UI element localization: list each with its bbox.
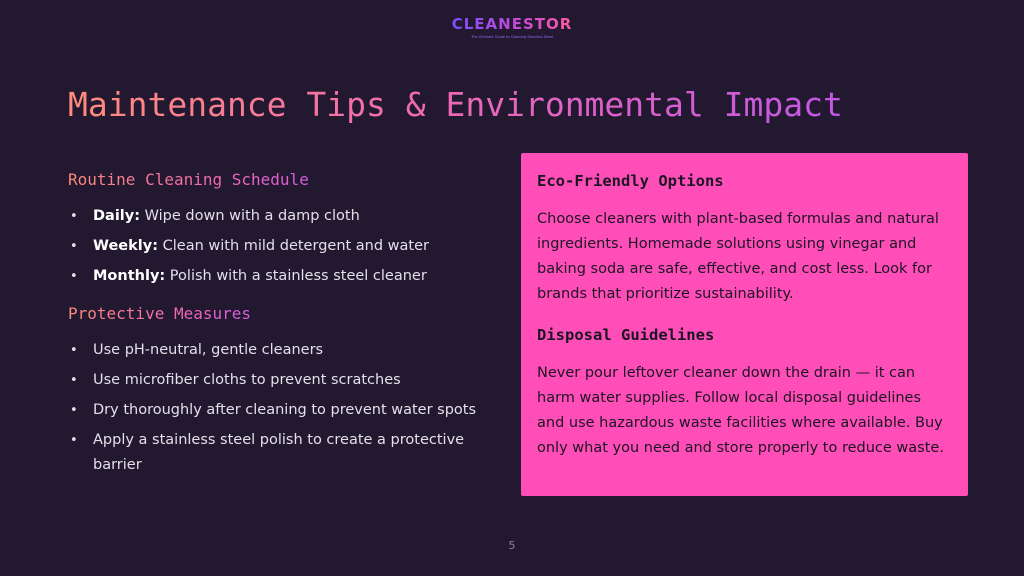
protective-heading: Protective Measures [68, 302, 251, 326]
bullet-icon: • [70, 343, 78, 358]
list-item [68, 428, 488, 478]
list-item [68, 204, 488, 229]
list-item [68, 264, 488, 289]
logo [0, 14, 1024, 39]
page-number: 5 [508, 539, 516, 552]
list-item [68, 398, 488, 423]
info-card [521, 153, 968, 496]
bullet-icon: • [70, 239, 78, 254]
routine-heading: Routine Cleaning Schedule [68, 168, 309, 192]
item-text: Polish with a stainless steel cleaner [165, 268, 427, 284]
disposal-text: Never pour leftover cleaner down the drain — it can harm water supplies. Follow local disposal guidelines and use hazardous waste facilities where available. Buy only what you need and store properly to reduce waste. [537, 365, 944, 456]
item-text: Use microfiber cloths to prevent scratches [93, 372, 401, 388]
protective-list [68, 338, 488, 478]
bullet-icon: • [70, 209, 78, 224]
item-text: Clean with mild detergent and water [158, 238, 429, 254]
list-item [68, 234, 488, 259]
disposal-heading: Disposal Guidelines [537, 326, 715, 344]
logo-wordmark: CLEANESTOR [451, 15, 573, 33]
item-label: Daily: [93, 208, 141, 224]
item-text: Wipe down with a damp cloth [140, 208, 360, 224]
list-item [68, 368, 488, 393]
slide-title: Maintenance Tips & Environmental Impact [68, 85, 843, 124]
routine-list [68, 204, 488, 289]
list-item [68, 338, 488, 363]
item-label: Monthly: [93, 268, 166, 284]
item-label: Weekly: [93, 238, 159, 254]
item-text: Dry thoroughly after cleaning to prevent water spots [93, 402, 477, 418]
item-text: Use pH-neutral, gentle cleaners [93, 342, 324, 358]
logo-tagline: The Ultimate Guide to Cleaning Stainless Steel [471, 35, 553, 39]
eco-text: Choose cleaners with plant-based formulas and natural ingredients. Homemade solutions using vinegar and baking soda are safe, effective, and cost less. Look for brands that prioritize sustainability. [537, 211, 939, 302]
item-text: Apply a stainless steel polish to create a protective barrier [93, 432, 465, 473]
eco-heading: Eco-Friendly Options [537, 172, 724, 190]
left-column [68, 168, 488, 483]
bullet-icon: • [70, 403, 78, 418]
bullet-icon: • [70, 269, 78, 284]
bullet-icon: • [70, 373, 78, 388]
bullet-icon: • [70, 433, 78, 448]
